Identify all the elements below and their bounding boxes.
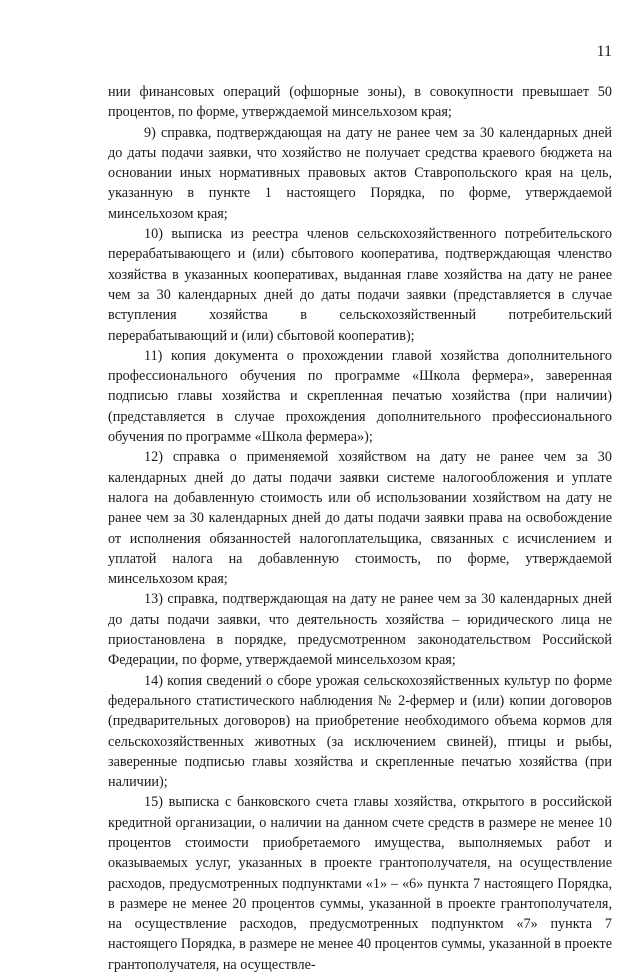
paragraph-item-10: 10) выписка из реестра членов сельскохозяйственного потребительского перерабатывающего и (или) сбытового кооператива, подтверждающая членство хозяйства в указанных кооперативах, выданная главе хозяйства на дату не ранее чем за 30 календарных дней до даты подачи заявки (представляется в случае вступления хозяйства в сельскохозяйственный потребительский перерабатывающий и (или) сбытовой кооператив); [108,226,612,344]
paragraph-item-15: 15) выписка с банковского счета главы хозяйства, открытого в российской кредитной организации, о наличии на данном счете средств в размере не менее 10 процентов стоимости приобретаемого имущества, выполняемых работ и оказываемых услуг, указанных в проекте грантополучателя, на осуществление расходов, предусмотренных подпунктами «1» – «6» пункта 7 настоящего Порядка, в размере не менее 20 процентов суммы, указанной в проекте грантополучателя, на осуществление расходов, предусмотренных подпунктом «7» пункта 7 настоящего Порядка, в размере не менее 40 процентов суммы, указанной в проекте грантополучателя, на осуществле- [108,794,612,973]
document-body [108,82,612,975]
page-number: 11 [596,43,612,60]
paragraph-item-12: 12) справка о применяемой хозяйством на дату не ранее чем за 30 календарных дней до даты подачи заявки системе налогообложения и уплате налога на добавленную стоимость или об использовании хозяйством на дату не ранее чем за 30 календарных дней до даты подачи заявки права на освобождение от исполнения обязанностей налогоплательщика, связанных с исчислением и уплатой налога на добавленную стоимость, по форме, утверждаемой минсельхозом края; [108,449,612,588]
paragraph-item-11: 11) копия документа о прохождении главой хозяйства дополнительного профессионального обучения по программе «Школа фермера», заверенная подписью главы хозяйства и скрепленная печатью хозяйства (при наличии) (представляется в случае прохождения дополнительного профессионального обучения по программе «Школа фермера»); [108,347,612,446]
paragraph-item-14: 14) копия сведений о сборе урожая сельскохозяйственных культур по форме федерального статистического наблюдения № 2-фермер и (или) копии договоров (предварительных договоров) на приобретение необходимого объема кормов для сельскохозяйственных животных (за исключением свиней), птицы и рыбы, заверенные подписью главы хозяйства и скрепленные печатью хозяйства (при наличии); [108,672,612,791]
paragraph-item-9: 9) справка, подтверждающая на дату не ранее чем за 30 календарных дней до даты подачи заявки, что хозяйство не получает средства краевого бюджета на основании иных нормативных правовых актов Ставропольского края на цель, указанную в пункте 1 настоящего Порядка, по форме, утверждаемой минсельхозом края; [108,124,612,222]
paragraph-continuation: нии финансовых операций (офшорные зоны), в совокупности превышает 50 процентов, по форме, утверждаемой минсельхозом края; [108,84,612,121]
paragraph-item-13: 13) справка, подтверждающая на дату не ранее чем за 30 календарных дней до даты подачи заявки, что деятельность хозяйства – юридического лица не приостановлена в порядке, предусмотренном законодательством Российской Федерации, по форме, утверждаемой минсельхозом края; [108,591,612,669]
